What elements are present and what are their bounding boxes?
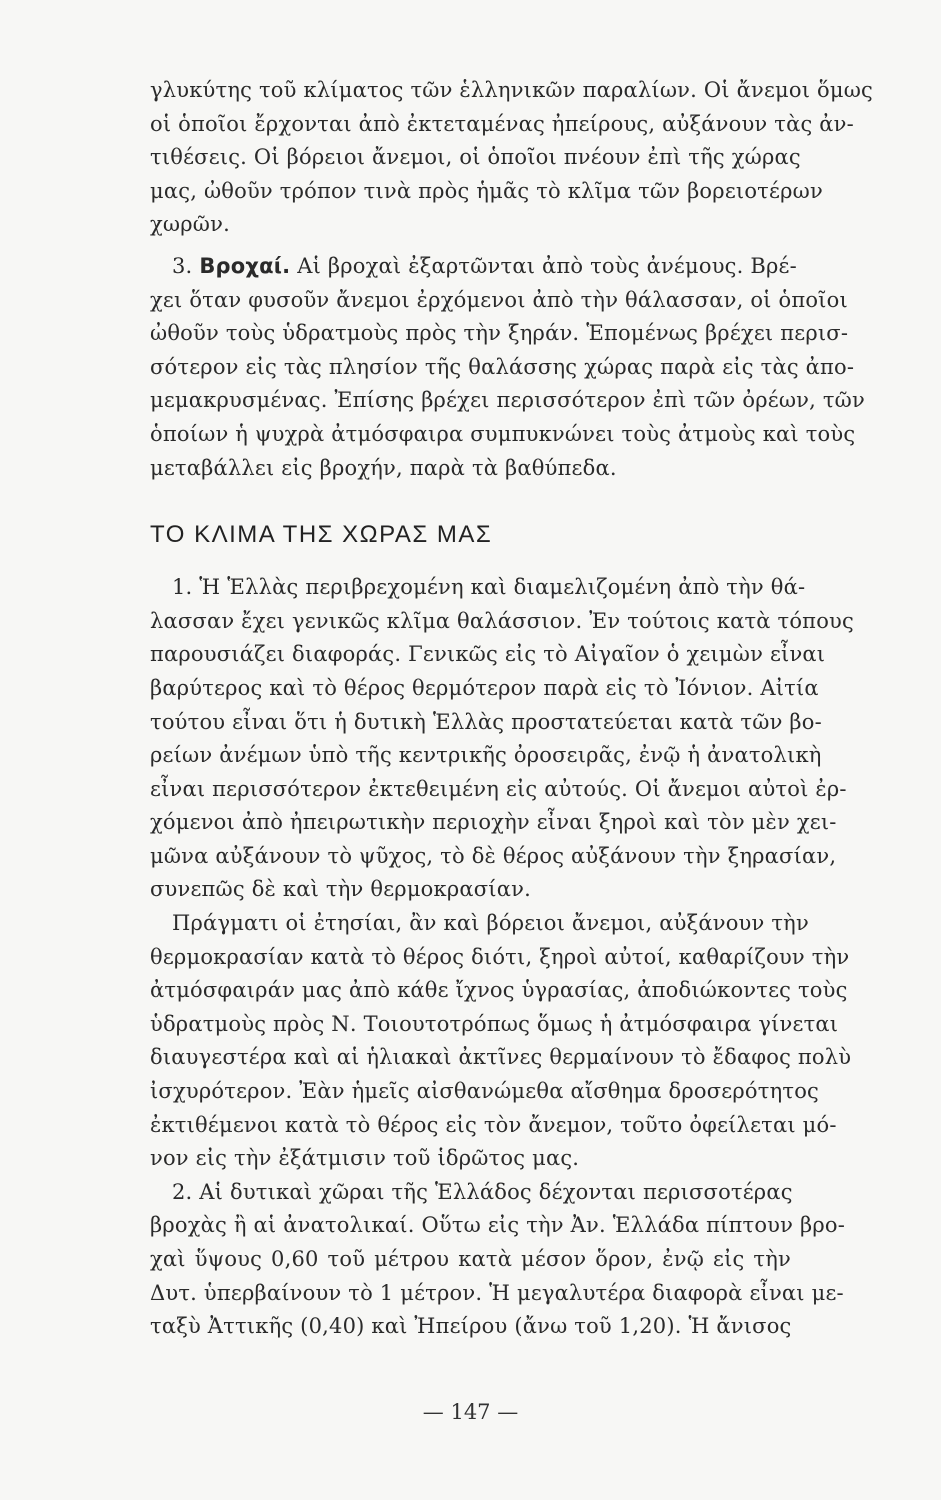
text-line: βροχὰς ἢ αἱ ἀνατολικαί. Οὕτω εἰς τὴν Ἀν. Ἑλλάδα πίπτουν βρο- (150, 1213, 846, 1238)
text-line: τούτου εἶναι ὅτι ἡ δυτικὴ Ἑλλὰς προστατεύεται κατὰ τῶν βο- (150, 709, 822, 734)
text-line: ρείων ἀνέμων ὑπὸ τῆς κεντρικῆς ὀροσειρᾶς, ἐνῷ ἡ ἀνατολικὴ (150, 743, 822, 768)
text-line: ὁποίων ἡ ψυχρὰ ἀτμόσφαιρα συμπυκνώνει τοὺς ἀτμοὺς καὶ τοὺς (150, 421, 856, 446)
text-line: 1. Ἡ Ἑλλὰς περιβρεχομένη καὶ διαμελιζομένη ἀπὸ τὴν θά- (172, 575, 806, 600)
section-heading: ΤΟ ΚΛΙΜΑ ΤΗΣ ΧΩΡΑΣ ΜΑΣ (150, 521, 493, 549)
rain-paragraph-start (150, 250, 797, 284)
text-line: συνεπῶς δὲ καὶ τὴν θερμοκρασίαν. (150, 877, 531, 902)
text-line: χωρῶν. (150, 212, 230, 237)
text-line: σότερον εἰς τὰς πλησίον τῆς θαλάσσης χώρας παρὰ εἰς τὰς ἀπο- (150, 354, 855, 379)
text-line: μῶνα αὐξάνουν τὸ ψῦχος, τὸ δὲ θέρος αὐξάνουν τὴν ξηρασίαν, (150, 843, 837, 868)
text-line: χαὶ ὕψους 0,60 τοῦ μέτρου κατὰ μέσον ὅρον, ἐνῷ εἰς τὴν (150, 1247, 791, 1271)
text-line: ὑδρατμοὺς πρὸς Ν. Τοιουτοτρόπως ὅμως ἡ ἀτμόσφαιρα γίνεται (150, 1011, 839, 1036)
text-line: εἶναι περισσότερον ἐκτεθειμένη εἰς αὐτούς. Οἱ ἄνεμοι αὐτοὶ ἐρ- (150, 776, 847, 801)
text-line: ἀτμόσφαιράν μας ἀπὸ κάθε ἴχνος ὑγρασίας, ἀποδιώκοντες τοὺς (150, 978, 848, 1003)
text-line: βαρύτερος καὶ τὸ θέρος θερμότερον παρὰ εἰς τὸ Ἰόνιον. Αἰτία (150, 675, 819, 700)
rain-first-line-text: Αἱ βροχαὶ ἐξαρτῶνται ἀπὸ τοὺς ἀνέμους. Βρέ- (297, 253, 797, 278)
text-line: παρουσιάζει διαφοράς. Γενικῶς εἰς τὸ Αἰγαῖον ὁ χειμὼν εἶναι (150, 642, 826, 667)
text-line: γλυκύτης τοῦ κλίματος τῶν ἑλληνικῶν παραλίων. Οἱ ἄνεμοι ὅμως (150, 78, 874, 102)
text-line: 2. Αἱ δυτικαὶ χῶραι τῆς Ἑλλάδος δέχονται περισσοτέρας (172, 1179, 793, 1204)
text-line: τιθέσεις. Οἱ βόρειοι ἄνεμοι, οἱ ὁποῖοι πνέουν ἐπὶ τῆς χώρας (150, 145, 801, 170)
rain-section-title: Βροχαί. (199, 253, 291, 278)
text-line: Δυτ. ὑπερβαίνουν τὸ 1 μέτρον. Ἡ μεγαλυτέρα διαφορὰ εἶναι με- (150, 1280, 844, 1305)
text-line: Πράγματι οἱ ἐτησίαι, ἂν καὶ βόρειοι ἄνεμοι, αὐξάνουν τὴν (172, 911, 809, 936)
text-line: χόμενοι ἀπὸ ἠπειρωτικὴν περιοχὴν εἶναι ξηροὶ καὶ τὸν μὲν χει- (150, 810, 837, 835)
text-line: ἰσχυρότερον. Ἐὰν ἡμεῖς αἰσθανώμεθα αἴσθημα δροσερότητος (150, 1079, 819, 1104)
text-line: λασσαν ἔχει γενικῶς κλῖμα θαλάσσιον. Ἐν τούτοις κατὰ τόπους (150, 608, 854, 633)
page-number: — 147 — (422, 1400, 519, 1424)
text-line: μεμακρυσμένας. Ἐπίσης βρέχει περισσότερον ἐπὶ τῶν ὀρέων, τῶν (150, 388, 865, 413)
text-line: ὠθοῦν τοὺς ὑδρατμοὺς πρὸς τὴν ξηράν. Ἑπομένως βρέχει περισ- (150, 321, 849, 346)
text-line: ἐκτιθέμενοι κατὰ τὸ θέρος εἰς τὸν ἄνεμον, τοῦτο ὀφείλεται μό- (150, 1112, 837, 1137)
text-line: ταξὺ Ἀττικῆς (0,40) καὶ Ἠπείρου (ἄνω τοῦ 1,20). Ἡ ἄνισος (150, 1314, 792, 1339)
text-line: διαυγεστέρα καὶ αἱ ἡλιακαὶ ἀκτῖνες θερμαίνουν τὸ ἔδαφος πολὺ (150, 1045, 852, 1070)
text-line: θερμοκρασίαν κατὰ τὸ θέρος διότι, ξηροὶ αὐτοί, καθαρίζουν τὴν (150, 944, 850, 969)
text-line: μας, ὠθοῦν τρόπον τινὰ πρὸς ἡμᾶς τὸ κλῖμα τῶν βορειοτέρων (150, 178, 823, 203)
text-line: νον εἰς τὴν ἐξάτμισιν τοῦ ἱδρῶτος μας. (150, 1146, 580, 1171)
text-line: οἱ ὁποῖοι ἔρχονται ἀπὸ ἐκτεταμένας ἠπείρους, αὐξάνουν τὰς ἀν- (150, 111, 854, 136)
text-line: μεταβάλλει εἰς βροχήν, παρὰ τὰ βαθύπεδα. (150, 455, 617, 480)
text-line: χει ὅταν φυσοῦν ἄνεμοι ἐρχόμενοι ἀπὸ τὴν θάλασσαν, οἱ ὁποῖοι (150, 287, 848, 312)
rain-section-number: 3. (172, 253, 193, 278)
